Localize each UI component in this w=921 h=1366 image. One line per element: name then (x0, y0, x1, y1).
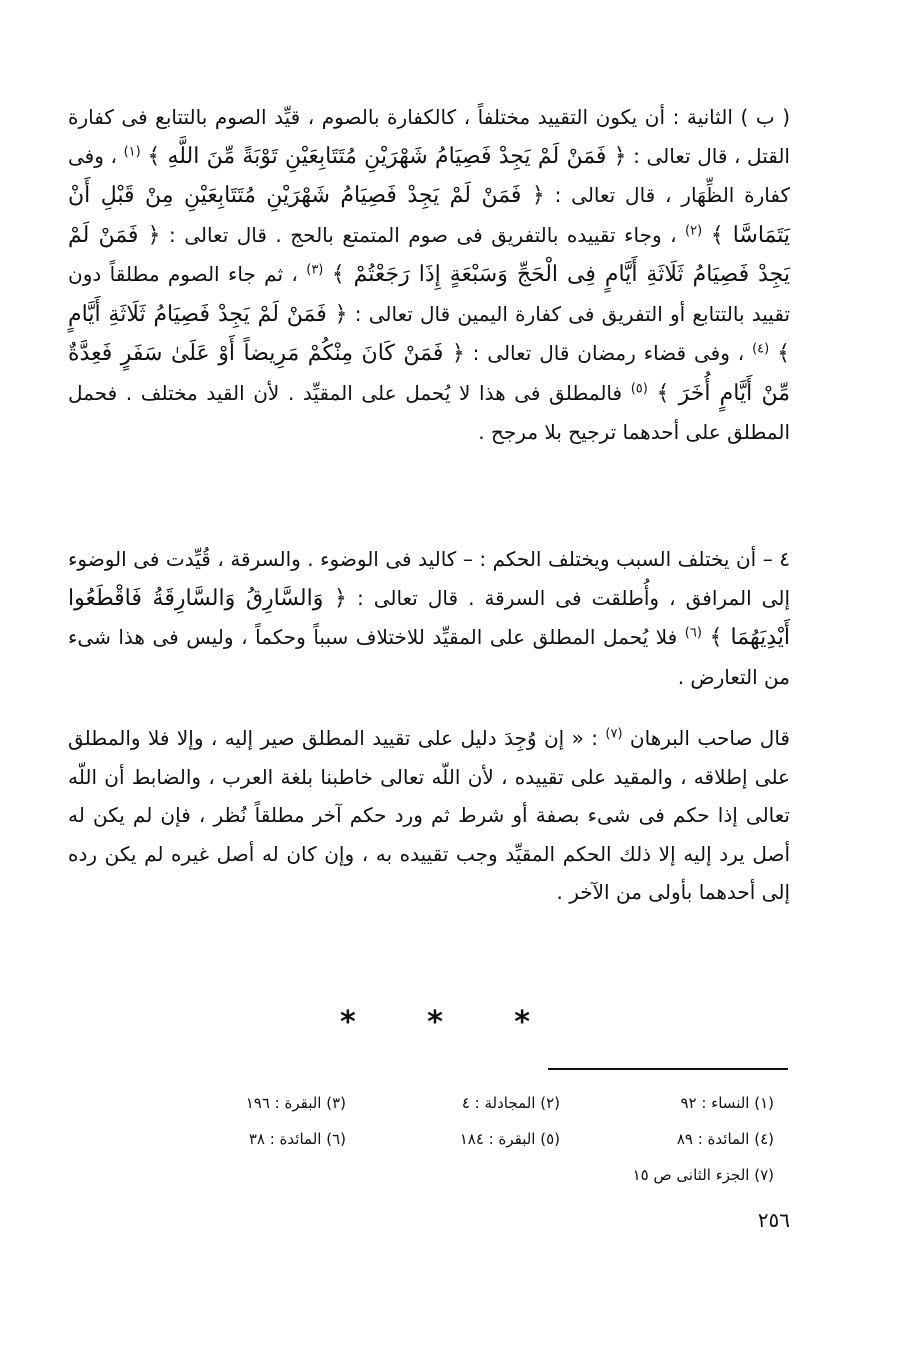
footnote-item: (٥) البقرة : ١٨٤ (459, 1130, 560, 1148)
quran-verse: ﴿ فَمَنْ لَمْ يَجِدْ فَصِيَامُ شَهْرَيْنِ مُتَتَابِعَيْنِ تَوْبَةً مِّنَ اللَّهِ ﴾ (147, 143, 627, 169)
paragraph-condition-b (68, 98, 790, 522)
quran-verse: ﴿ فَمَنْ لَمْ يَجِدْ فَصِيَامُ شَهْرَيْنِ مُتَتَابِعَيْنِ مِنْ قَبْلِ أَنْ يَتَمَاسَّا ﴾ (68, 183, 791, 248)
footnote-ref: (١) (123, 143, 141, 159)
section-divider-stars (340, 1005, 530, 1040)
footnote-item: (٤) المائدة : ٨٩ (676, 1130, 774, 1148)
quran-verse: ﴿ فَمَنْ كَانَ مِنْكُمْ مَرِيضاً أَوْ عَلَىٰ سَفَرٍ فَعِدَّةٌ مِّنْ أَيَّامٍ أُخَرَ ﴾ (68, 341, 791, 406)
footnote-row (132, 1157, 774, 1193)
paragraph-text: ( ب ) الثانية : أن يكون التقييد مختلفاً ، كالكفارة بالصوم ، قيِّد الصوم بالتتابع فى كفارة القتل ، قال تعالى : (68, 105, 790, 168)
footnote-divider (548, 1068, 788, 1070)
paragraph-text: ، وجاء تقييده بالتفريق فى صوم المتمتع بالحج . قال تعالى : (168, 222, 677, 247)
quran-verse: ﴿ فَمَنْ لَمْ يَجِدْ فَصِيَامُ ثَلَاثَةِ أَيَّامٍ ﴾ (68, 301, 791, 366)
paragraph-text: ، وفى قضاء رمضان قال تعالى : (472, 341, 745, 365)
star-glyph: * (340, 1005, 356, 1040)
star-glyph: * (514, 1005, 530, 1040)
footnote-item: (٢) المجادلة : ٤ (461, 1094, 560, 1112)
footnote-ref: (٣) (306, 262, 324, 278)
paragraph-text: ، وفى كفارة الظِّهَار ، قال تعالى : (68, 143, 791, 207)
footnote-ref: (٥) (630, 380, 648, 396)
paragraph-text: قال صاحب البرهان (629, 726, 790, 750)
footnote-item: (٣) البقرة : ١٩٦ (245, 1094, 346, 1112)
page-number: ٢٥٦ (757, 1208, 790, 1232)
paragraph-text: ٤ – أن يختلف السبب ويختلف الحكم : – كاليد فى الوضوء . والسرقة ، قُيِّدت فى الوضوء إلى المرافق ، وأُطلقت فى السرقة . قال تعالى : (68, 547, 790, 610)
footnotes (132, 1085, 774, 1193)
paragraph-text: ، ثم جاء الصوم مطلقاً دون تقييد بالتتابع أو التفريق فى كفارة اليمين قال تعالى : (68, 262, 791, 326)
star-glyph: * (427, 1005, 443, 1040)
paragraph-condition-4 (68, 540, 790, 696)
footnote-item: (٦) المائدة : ٣٨ (248, 1130, 346, 1148)
footnote-row (132, 1121, 774, 1157)
footnote-ref: (٤) (752, 341, 770, 357)
paragraph-text: فالمطلق فى هذا لا يُحمل على المقيِّد . لأن القيد مختلف . فحمل المطلق على أحدهما ترجيح بلا مرجح . (68, 380, 790, 444)
footnote-item: (١) النساء : ٩٢ (680, 1094, 774, 1112)
quran-verse: ﴿ فَمَنْ لَمْ يَجِدْ فَصِيَامُ ثَلَاثَةِ أَيَّامٍ فِى الْحَجِّ وَسَبْعَةٍ إِذَا رَجَعْتُمْ ﴾ (68, 222, 790, 287)
quran-verse: ﴿ وَالسَّارِقُ وَالسَّارِقَةُ فَاقْطَعُوا أَيْدِيَهُمَا ﴾ (68, 585, 791, 650)
main-text (68, 98, 790, 912)
footnote-item: (٧) الجزء الثانى ص ١٥ (632, 1166, 774, 1184)
paragraph-text: : « إن وُجِدَ دليل على تقييد المطلق صير إليه ، وإلا فلا والمطلق على إطلاقه ، والمقيد على تقييده ، لأن اللّه تعالى خاطبنا بلغة العرب ، والضابط أن اللّه تعالى إذا حكم فى شىء بصفة أو شرط ثم ورد حكم آخر مطلقاً نُظر ، فإن لم يكن له أصل يرد إليه إلا ذلك الحكم المقيِّد وجب تقييده به ، وإن كان له أصل غيره لم يكن رده إلى أحدهما بأولى من الآخر . (68, 726, 790, 904)
footnote-row (132, 1085, 774, 1121)
footnote-ref: (٢) (685, 222, 703, 238)
footnote-ref: (٦) (684, 625, 702, 641)
paragraph-burhan-quote (68, 719, 790, 912)
footnote-ref: (٧) (605, 726, 623, 742)
paragraph-text: فلا يُحمل المطلق على المقيِّد للاختلاف سبباً وحكماً ، وليس فى هذا شىء من التعارض . (68, 625, 790, 689)
